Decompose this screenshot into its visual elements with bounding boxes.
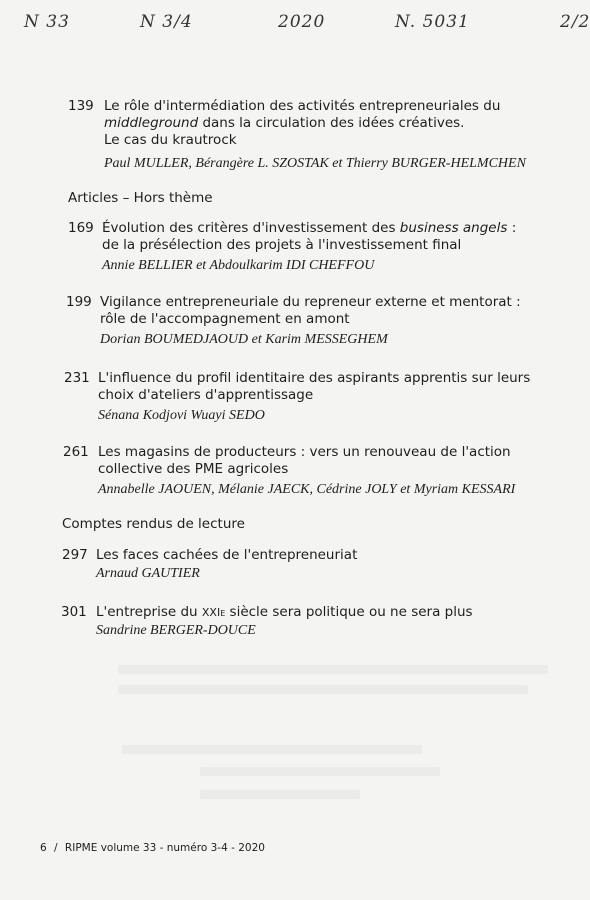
entry-authors: Annie BELLIER et Abdoulkarim IDI CHEFFOU bbox=[102, 258, 375, 273]
section-heading-hors-theme: Articles – Hors thème bbox=[68, 190, 213, 206]
entry-title: Vigilance entrepreneuriale du repreneur externe et mentorat : rôle de l'accompagnement en amont bbox=[100, 294, 521, 327]
entry-authors: Arnaud GAUTIER bbox=[96, 566, 200, 581]
handwritten-volume: N 33 bbox=[24, 12, 70, 32]
entry-title: Les faces cachées de l'entrepreneuriat bbox=[96, 547, 358, 563]
show-through-line bbox=[118, 685, 528, 694]
entry-page-number: 199 bbox=[66, 294, 92, 310]
entry-page-number: 169 bbox=[68, 220, 94, 236]
entry-title: L'influence du profil identitaire des aspirants apprentis sur leurs choix d'ateliers d'apprentissage bbox=[98, 370, 531, 403]
entry-page-number: 261 bbox=[63, 444, 89, 460]
entry-title: L'entreprise du XXIe siècle sera politique ou ne sera plus bbox=[96, 604, 473, 620]
entry-authors: Sandrine BERGER-DOUCE bbox=[96, 623, 256, 638]
entry-authors: Sénana Kodjovi Wuayi SEDO bbox=[98, 408, 265, 423]
handwritten-sheet: 2/2 bbox=[560, 12, 590, 32]
entry-page-number: 297 bbox=[62, 547, 88, 563]
footer-separator: / bbox=[54, 842, 58, 854]
show-through-line bbox=[118, 665, 548, 674]
handwritten-number: N. 5031 bbox=[395, 12, 470, 32]
entry-authors: Paul MULLER, Bérangère L. SZOSTAK et Thierry BURGER-HELMCHEN bbox=[104, 156, 526, 171]
handwritten-year: 2020 bbox=[278, 12, 326, 32]
show-through-line bbox=[200, 767, 440, 776]
show-through-line bbox=[200, 790, 360, 799]
entry-title: Évolution des critères d'investissement des business angels : de la présélection des projets à l'investissement final bbox=[102, 220, 517, 253]
handwritten-issue: N 3/4 bbox=[140, 12, 193, 32]
entry-page-number: 139 bbox=[68, 98, 94, 114]
entry-authors: Annabelle JAOUEN, Mélanie JAECK, Cédrine JOLY et Myriam KESSARI bbox=[98, 482, 516, 497]
entry-page-number: 231 bbox=[64, 370, 90, 386]
footer-page-number: 6 bbox=[40, 842, 47, 854]
entry-page-number: 301 bbox=[61, 604, 87, 620]
entry-title: Le rôle d'intermédiation des activités entrepreneuriales du middleground dans la circulation des idées créatives. Le cas du krautrock bbox=[104, 98, 501, 148]
entry-title: Les magasins de producteurs : vers un renouveau de l'action collective des PME agricoles bbox=[98, 444, 511, 477]
show-through-line bbox=[122, 745, 422, 754]
page-footer bbox=[40, 842, 265, 854]
footer-volume: volume 33 - numéro 3-4 - 2020 bbox=[100, 842, 265, 854]
footer-journal: RIPME bbox=[64, 842, 98, 854]
entry-authors: Dorian BOUMEDJAOUD et Karim MESSEGHEM bbox=[100, 332, 388, 347]
section-heading-comptes-rendus: Comptes rendus de lecture bbox=[62, 516, 245, 532]
